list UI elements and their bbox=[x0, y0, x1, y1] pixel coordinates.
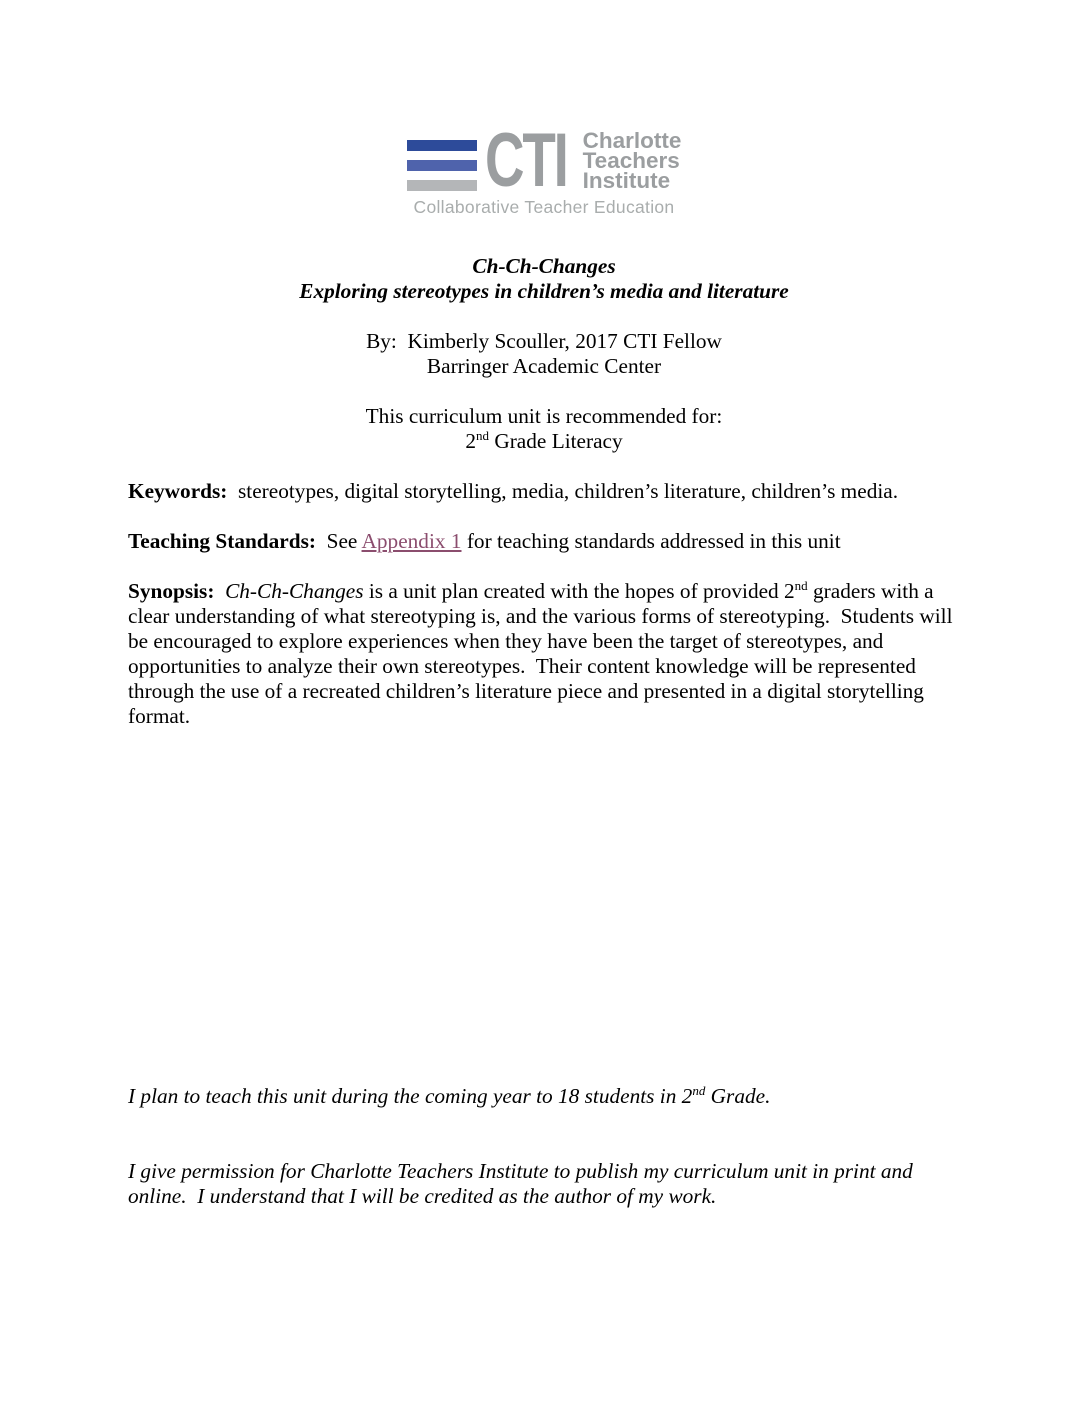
unit-title: Ch-Ch-Changes bbox=[472, 254, 616, 278]
synopsis-text-2: graders with a clear understanding of what stereotyping is, and the various forms of stereotyping. Students will be encouraged to explore experiences when they have been the target of stereotypes, and opportunities to analyze their own stereotypes. Their content knowledge will be represented through the use of a recreated children’s literature piece and presented in a digital storytelling format. bbox=[128, 579, 958, 728]
cti-logo-bars-icon bbox=[407, 140, 477, 191]
synopsis-label: Synopsis: bbox=[128, 579, 215, 603]
teaching-plan-statement bbox=[128, 1084, 960, 1109]
teaching-standards-line bbox=[128, 529, 960, 554]
synopsis-unit-title: Ch-Ch-Changes bbox=[225, 579, 364, 603]
unit-subtitle: Exploring stereotypes in children’s media and literature bbox=[299, 279, 789, 303]
document-body bbox=[128, 254, 960, 1209]
recommended-intro: This curriculum unit is recommended for: bbox=[365, 404, 723, 428]
logo-name-line1: Charlotte bbox=[582, 128, 682, 153]
plan-text-1: I plan to teach this unit during the coming year to 18 students in 2 bbox=[128, 1084, 693, 1108]
cti-acronym-box bbox=[484, 118, 577, 203]
logo-name-line2: Teachers bbox=[582, 148, 680, 173]
permission-statement: I give permission for Charlotte Teachers Institute to publish my curriculum unit in print and online. I understand that I will be credited as the author of my work. bbox=[128, 1159, 919, 1208]
synopsis-text-1: is a unit plan created with the hopes of provided 2 bbox=[363, 579, 795, 603]
logo-bar-top bbox=[407, 140, 477, 151]
grade-subject: Grade Literacy bbox=[489, 429, 623, 453]
cti-logo-tagline: Collaborative Teacher Education bbox=[413, 197, 675, 217]
appendix-1-link[interactable]: Appendix 1 bbox=[361, 529, 462, 553]
cti-acronym: CTI bbox=[484, 118, 567, 203]
synopsis-paragraph bbox=[128, 579, 960, 729]
grade-ordinal-suffix: nd bbox=[476, 427, 490, 443]
recommended-grade bbox=[128, 429, 960, 454]
plan-text-2: Grade. bbox=[705, 1084, 771, 1108]
grade-number: 2 bbox=[465, 429, 477, 453]
cti-logo-row bbox=[407, 118, 682, 203]
logo-name-line3: Institute bbox=[582, 168, 671, 193]
cti-logo-name bbox=[582, 128, 682, 193]
keywords-line bbox=[128, 479, 960, 504]
teaching-standards-pre: See bbox=[315, 529, 362, 553]
logo-bar-bottom bbox=[407, 180, 477, 191]
keywords-text: stereotypes, digital storytelling, media, children’s literature, children’s media. bbox=[227, 479, 899, 503]
synopsis-sep bbox=[214, 579, 225, 603]
author-by-line: By: Kimberly Scouller, 2017 CTI Fellow bbox=[366, 329, 722, 353]
author-school: Barringer Academic Center bbox=[426, 354, 662, 378]
cti-logo bbox=[128, 118, 960, 218]
synopsis-ordinal-suffix: nd bbox=[794, 577, 808, 593]
teaching-standards-label: Teaching Standards: bbox=[128, 529, 316, 553]
plan-ordinal-suffix: nd bbox=[692, 1082, 706, 1098]
keywords-label: Keywords: bbox=[128, 479, 228, 503]
logo-bar-middle bbox=[407, 160, 477, 171]
teaching-standards-post: for teaching standards addressed in this unit bbox=[461, 529, 841, 553]
